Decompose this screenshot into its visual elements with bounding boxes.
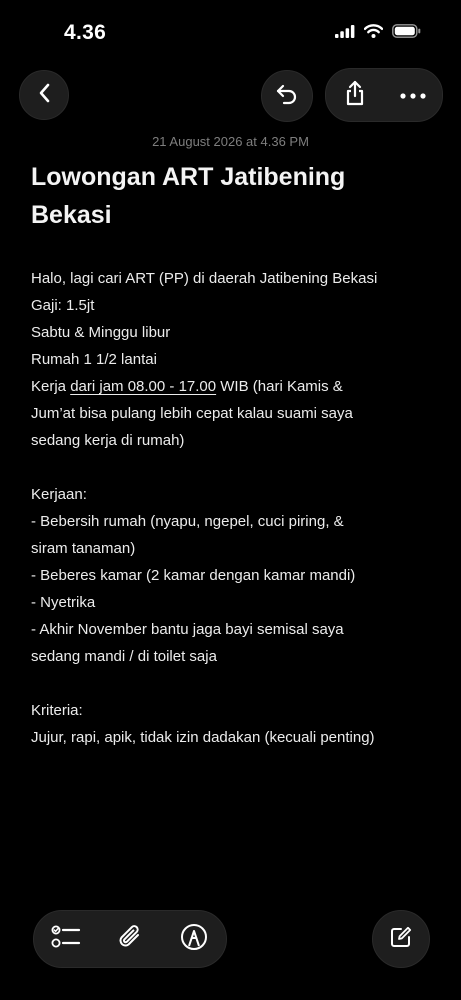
note-line: Jum’at bisa pulang lebih cepat kalau suami saya [31, 405, 353, 422]
note-line: siram tanaman) [31, 540, 136, 557]
share-icon [344, 80, 366, 111]
note-line: Kerjaan: [31, 486, 87, 503]
note-line: Halo, lagi cari ART (PP) di daerah Jatibening Bekasi [31, 270, 378, 287]
undo-icon [275, 83, 299, 110]
note-text: WIB (hari Kamis & [216, 378, 343, 395]
note-line: - Nyetrika [31, 594, 96, 611]
compose-icon [389, 925, 413, 954]
undo-button[interactable] [261, 70, 313, 122]
note-line [31, 373, 436, 400]
note-title[interactable]: Lowongan ART Jatibening Bekasi [31, 163, 346, 229]
wifi-icon [364, 24, 383, 43]
note-line: - Bebersih rumah (nyapu, ngepel, cuci piring, & [31, 513, 344, 530]
share-button[interactable] [326, 69, 384, 121]
note-line [31, 670, 436, 697]
note-body[interactable] [31, 265, 436, 751]
note-line: sedang kerja di rumah) [31, 432, 185, 449]
back-button[interactable] [19, 70, 69, 120]
attach-button[interactable] [98, 911, 162, 967]
checklist-button[interactable] [34, 911, 98, 967]
underlined-hours-text: dari jam 08.00 - 17.00 [70, 378, 217, 395]
cellular-signal-icon [335, 25, 355, 43]
note-line: - Akhir November bantu jaga bayi semisal saya [31, 621, 344, 638]
status-icons [335, 24, 421, 43]
markup-button[interactable] [162, 911, 226, 967]
checklist-icon [51, 924, 81, 955]
note-line: Gaji: 1.5jt [31, 297, 95, 314]
note-line: Rumah 1 1/2 lantai [31, 351, 157, 368]
status-bar [0, 0, 461, 60]
note-line: sedang mandi / di toilet saja [31, 648, 217, 665]
more-button[interactable] [384, 69, 442, 121]
more-icon [400, 86, 426, 104]
battery-icon [392, 24, 421, 43]
note-line: Sabtu & Minggu libur [31, 324, 171, 341]
back-chevron-icon [37, 82, 51, 109]
compose-button[interactable] [372, 910, 430, 968]
note-date: 21 August 2026 at 4.36 PM [152, 134, 309, 149]
note-line: - Beberes kamar (2 kamar dengan kamar mandi) [31, 567, 356, 584]
note-line: Kriteria: [31, 702, 83, 719]
note-line: Jujur, rapi, apik, tidak izin dadakan (kecuali penting) [31, 729, 375, 746]
note-line [31, 454, 436, 481]
bottom-tools-group [33, 910, 227, 968]
paperclip-icon [117, 923, 143, 956]
share-more-group [325, 68, 443, 122]
note-text: Kerja [31, 378, 71, 395]
status-time: 4.36 [64, 21, 107, 44]
markup-pen-icon [180, 923, 208, 956]
